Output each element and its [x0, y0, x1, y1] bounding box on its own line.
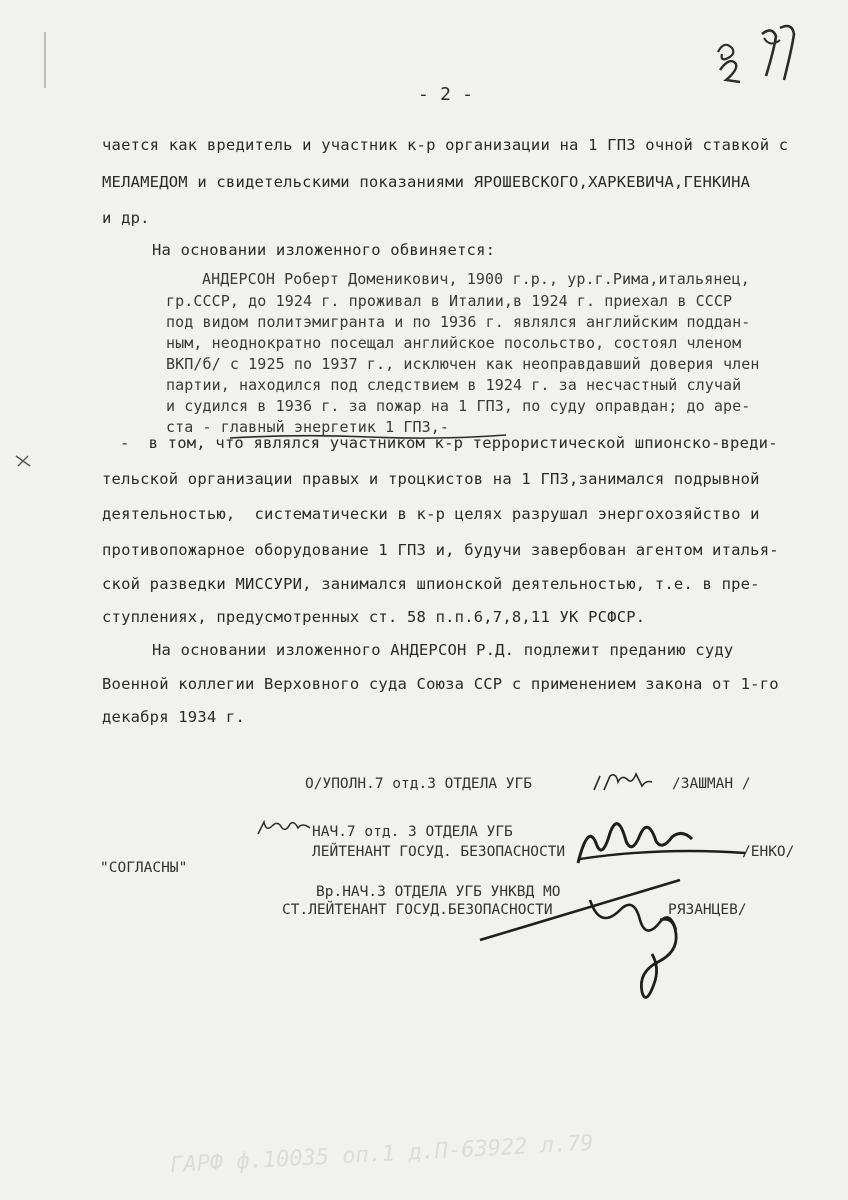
accused-line-8: ста - главный энергетик 1 ГПЗ,- — [166, 418, 450, 436]
charge-line-1: - в том, что являлся участником к-р террористической шпионско-вреди- — [120, 434, 778, 452]
archive-stamp: ГАРФ ф.10035 оп.1 д.П-63922 л.79 — [169, 1130, 595, 1179]
accused-line-7: и судился в 1936 г. за пожар на 1 ГПЗ, по суду оправдан; до аре- — [166, 397, 751, 415]
accused-line-3: под видом политэмигранта и по 1936 г. являлся английским поддан- — [166, 313, 751, 331]
charge-line-3: деятельностью, систематически в к-р целях разрушал энергохозяйство и — [102, 505, 760, 523]
paragraph1-line-3: и др. — [102, 209, 150, 227]
accused-intro: На основании изложенного обвиняется: — [152, 241, 496, 259]
officer1-signature — [590, 772, 670, 796]
officer1-name: /ЗАШМАН / — [672, 776, 751, 792]
accused-line-5: ВКП/б/ с 1925 по 1937 г., исключен как неоправдавший доверия член — [166, 355, 760, 373]
officer1-title: О/УПОЛН.7 отд.3 ОТДЕЛА УГБ — [305, 776, 532, 792]
margin-mark — [14, 452, 34, 470]
charge-line-5: ской разведки МИССУРИ, занимался шпионской деятельностью, т.е. в пре- — [102, 575, 760, 593]
officer3-signature — [470, 860, 720, 1020]
agreed-label: "СОГЛАСНЫ" — [100, 860, 188, 876]
officer3-name: РЯЗАНЦЕВ/ — [668, 902, 747, 918]
charge-line-4: противопожарное оборудование 1 ГПЗ и, будучи завербован агентом италья- — [102, 541, 779, 559]
margin-initials — [256, 818, 316, 840]
conclusion-line-1: На основании изложенного АНДЕРСОН Р.Д. подлежит преданию суду — [152, 641, 734, 659]
officer2-title-line-1: НАЧ.7 отд. 3 ОТДЕЛА УГБ — [312, 824, 513, 840]
officer2-name: /ЕНКО/ — [742, 844, 795, 860]
officer3-title-line-2: СТ.ЛЕЙТЕНАНТ ГОСУД.БЕЗОПАСНОСТИ — [282, 902, 553, 918]
charge-line-6: ступлениях, предусмотренных ст. 58 п.п.6,7,8,11 УК РСФСР. — [102, 608, 646, 626]
corner-handwriting — [700, 10, 810, 100]
page-number: - 2 - — [418, 84, 474, 105]
paragraph1-line-1: чается как вредитель и участник к-р организации на 1 ГПЗ очной ставкой с — [102, 136, 789, 154]
conclusion-line-2: Военной коллегии Верховного суда Союза ССР с применением закона от 1-го — [102, 675, 779, 693]
paragraph1-line-2: МЕЛАМЕДОМ и свидетельскими показаниями ЯРОШЕВСКОГО,ХАРКЕВИЧА,ГЕНКИНА — [102, 173, 751, 191]
margin-tick — [40, 30, 50, 90]
accused-line-2: гр.СССР, до 1924 г. проживал в Италии,в 1924 г. приехал в СССР — [166, 292, 733, 310]
accused-line-1: АНДЕРСОН Роберт Доменикович, 1900 г.р., ур.г.Рима,итальянец, — [202, 270, 750, 288]
officer3-title-line-1: Вр.НАЧ.3 ОТДЕЛА УГБ УНКВД МО — [316, 884, 561, 900]
accused-line-4: ным, неоднократно посещал английское посольство, состоял членом — [166, 334, 742, 352]
charge-line-2: тельской организации правых и троцкистов на 1 ГПЗ,занимался подрывной — [102, 470, 760, 488]
officer2-title-line-2: ЛЕЙТЕНАНТ ГОСУД. БЕЗОПАСНОСТИ — [312, 844, 566, 860]
conclusion-line-3: декабря 1934 г. — [102, 708, 245, 726]
accused-line-6: партии, находился под следствием в 1924 г. за несчастный случай — [166, 376, 742, 394]
